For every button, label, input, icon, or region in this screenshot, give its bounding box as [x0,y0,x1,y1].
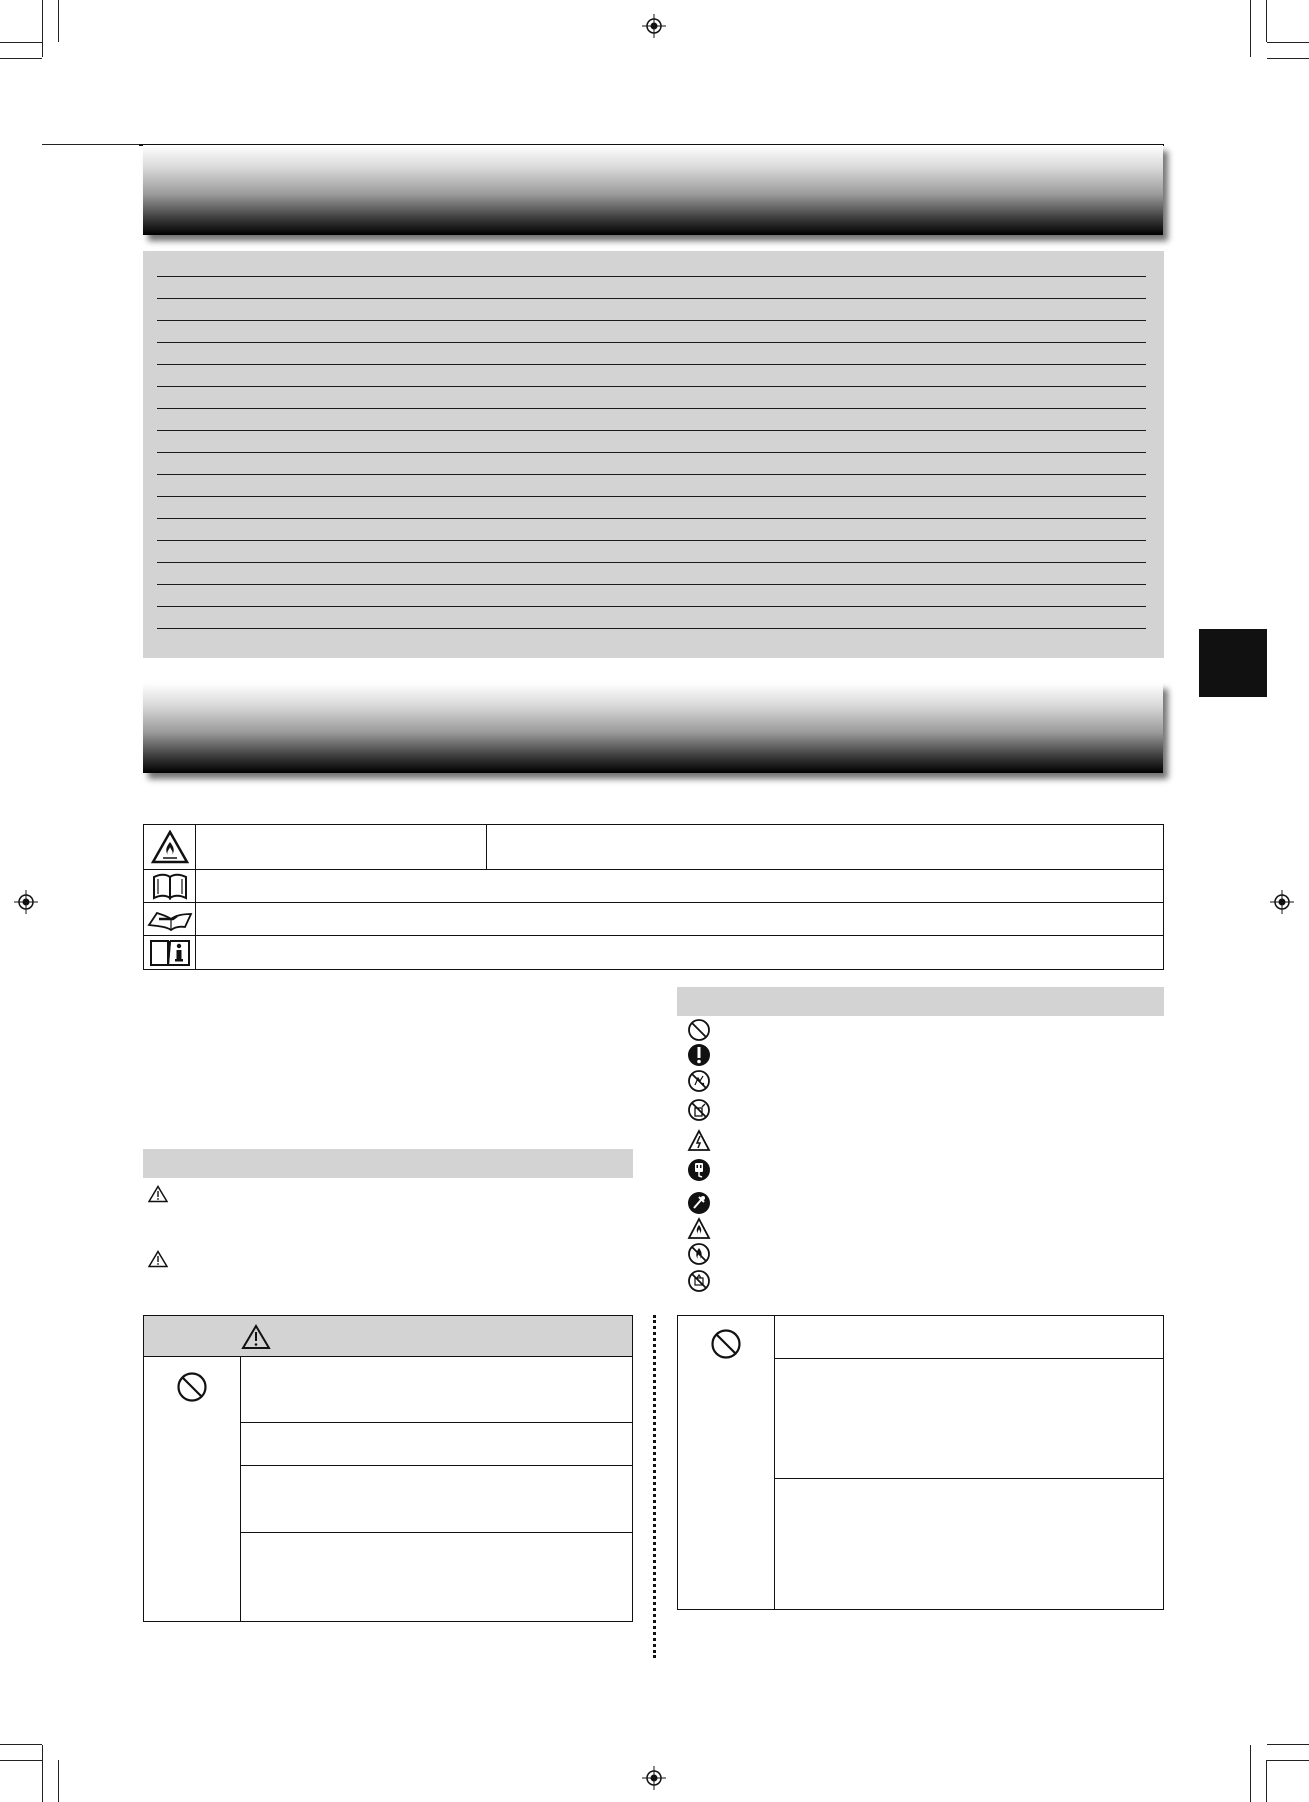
caution-triangle-icon [241,1324,271,1350]
disconnect-power-plug-icon [687,1158,711,1182]
toc-line [157,386,1146,387]
warning-table-header [144,1316,632,1357]
warning-table-row-line [241,1422,632,1423]
toc-line [157,452,1146,453]
toc-line [157,364,1146,365]
registration-mark-icon [642,1766,666,1790]
do-not-splash-water-icon [687,1098,711,1122]
toc-line [157,584,1146,585]
prohibited-icon [710,1328,742,1360]
registration-mark-icon [1270,890,1294,914]
legend-header-bar [677,987,1164,1016]
registration-mark-icon [14,890,38,914]
flammable-warning-icon [151,830,189,864]
manual-icon [151,873,189,901]
warning-table-divider [240,1356,241,1621]
toc-line [157,540,1146,541]
symbols-row [144,935,1163,970]
right-warning-table [677,1315,1164,1610]
symbols-row-icon-cell [144,903,196,936]
table-of-contents [143,251,1164,658]
caution-triangle-icon [148,1185,168,1203]
toc-line [157,518,1146,519]
toc-line [157,474,1146,475]
toc-line [157,496,1146,497]
do-not-touch-wet-hands-icon [687,1069,711,1093]
registration-mark-icon [642,14,666,38]
top-rule-left [42,144,139,145]
symbols-row-icon-cell [144,825,196,869]
right-table-divider [774,1316,775,1609]
symbols-table [143,824,1164,970]
caution-triangle-icon [148,1250,168,1268]
section-1-banner [143,145,1163,235]
earth-ground-icon [687,1191,711,1215]
toc-line [157,342,1146,343]
intro-header-bar [143,1149,633,1178]
section-2-banner [143,683,1163,773]
toc-line [157,298,1146,299]
electric-shock-icon [687,1129,711,1153]
toc-line [157,320,1146,321]
right-table-row-line [775,1358,1163,1359]
instruction-info-icon [148,938,192,968]
symbols-row-label [196,825,487,869]
symbols-row-icon-cell [144,936,196,970]
warning-table-row-line [241,1465,632,1466]
toc-line [157,430,1146,431]
toc-line [157,628,1146,629]
symbols-row-icon-cell [144,870,196,903]
warning-table [143,1315,633,1622]
right-table-row-line [775,1478,1163,1479]
symbols-row [144,869,1163,903]
language-side-tab [1199,629,1267,697]
no-fire-icon [687,1269,711,1293]
mandatory-icon [687,1043,711,1067]
toc-line [157,276,1146,277]
toc-line [157,606,1146,607]
symbols-row [144,902,1163,936]
warning-table-row-line [241,1532,632,1533]
column-divider [653,1315,656,1658]
no-open-flame-icon [687,1242,711,1266]
flammable-warning-icon [687,1217,711,1241]
toc-line [157,562,1146,563]
prohibited-icon [687,1018,711,1042]
prohibited-icon [176,1371,208,1403]
service-manual-icon [147,907,193,933]
toc-line [157,408,1146,409]
